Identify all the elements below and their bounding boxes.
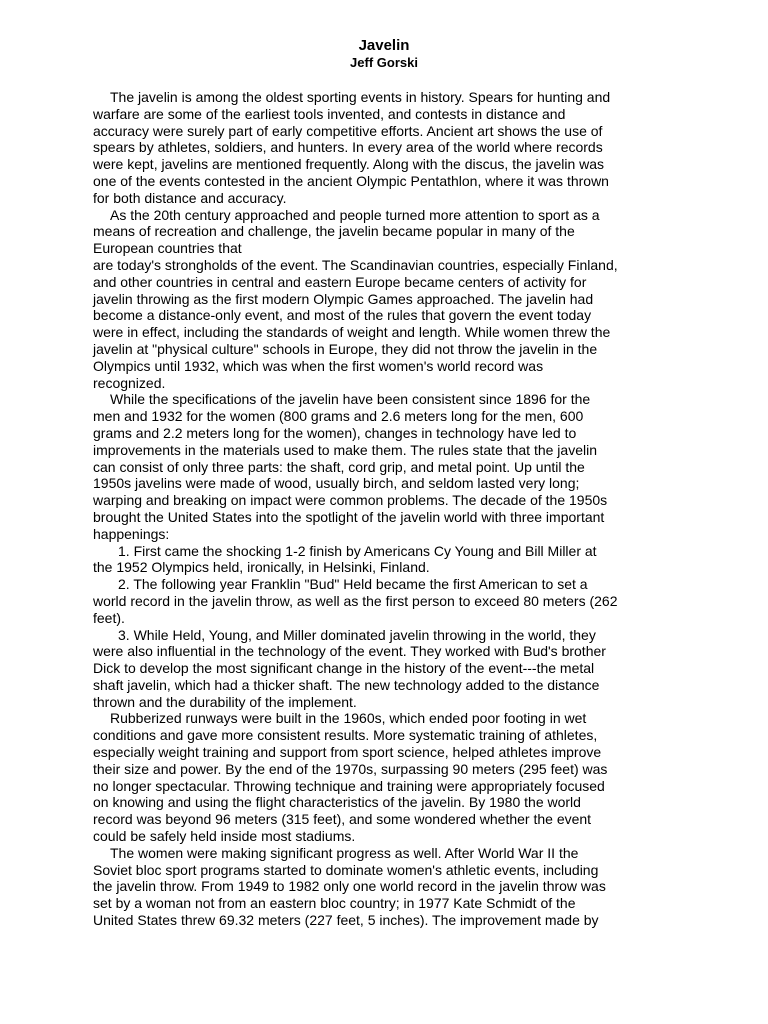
text-line: the 1952 Olympics held, ironically, in Helsinki, Finland.	[93, 559, 430, 576]
text-line: can consist of only three parts: the shaft, cord grip, and metal point. Up until the	[93, 458, 585, 475]
article-body	[93, 89, 693, 929]
text-line: were in effect, including the standards of weight and length. While women threw the	[93, 324, 611, 341]
text-line: 3. While Held, Young, and Miller dominated javelin throwing in the world, they	[118, 626, 596, 643]
text-line: their size and power. By the end of the 1970s, surpassing 90 meters (295 feet) was	[93, 760, 608, 777]
text-line: grams and 2.2 meters long for the women), changes in technology have led to	[93, 424, 577, 441]
text-line: improvements in the materials used to make them. The rules state that the javelin	[93, 441, 597, 458]
text-line: men and 1932 for the women (800 grams and 2.6 meters long for the men, 600	[93, 408, 584, 425]
text-line: record was beyond 96 meters (315 feet), and some wondered whether the event	[93, 811, 592, 828]
text-line: Dick to develop the most significant change in the history of the event---the metal	[93, 660, 595, 677]
text-line: warfare are some of the earliest tools invented, and contests in distance and	[93, 105, 566, 122]
text-line: shaft javelin, which had a thicker shaft. The new technology added to the distance	[93, 676, 600, 693]
text-line: happenings:	[93, 525, 170, 542]
document-author: Jeff Gorski	[350, 55, 418, 70]
text-line: no longer spectacular. Throwing technique and training were appropriately focused	[93, 777, 605, 794]
text-line: The javelin is among the oldest sporting events in history. Spears for hunting and	[110, 89, 611, 105]
text-line: especially weight training and support from sport science, helped athletes improve	[93, 744, 602, 761]
text-line: recognized.	[93, 374, 166, 391]
text-line: one of the events contested in the ancient Olympic Pentathlon, where it was thrown	[93, 172, 609, 189]
text-line: accuracy were surely part of early competitive efforts. Ancient art shows the use of	[93, 122, 603, 139]
text-line: on knowing and using the flight characteristics of the javelin. By 1980 the world	[93, 794, 581, 811]
text-line: Rubberized runways were built in the 1960s, which ended poor footing in wet	[110, 710, 587, 727]
text-line: Soviet bloc sport programs started to dominate women's athletic events, including	[93, 861, 599, 878]
text-line: javelin at "physical culture" schools in Europe, they did not throw the javelin in the	[93, 340, 598, 357]
text-line: European countries that	[93, 240, 242, 257]
text-line: become a distance-only event, and most of the rules that govern the event today	[93, 307, 592, 324]
text-line: brought the United States into the spotlight of the javelin world with three important	[93, 508, 605, 525]
text-line: are today's strongholds of the event. The Scandinavian countries, especially Finland,	[93, 256, 618, 273]
text-line: for both distance and accuracy.	[93, 189, 287, 206]
text-line: world record in the javelin throw, as well as the first person to exceed 80 meters (262	[93, 592, 618, 609]
text-line: means of recreation and challenge, the javelin became popular in many of the	[93, 223, 575, 240]
text-line: warping and breaking on impact were common problems. The decade of the 1950s	[93, 492, 608, 509]
document-title: Javelin	[358, 37, 410, 54]
text-line: conditions and gave more consistent results. More systematic training of athletes,	[93, 727, 598, 744]
text-line: were also influential in the technology of the event. They worked with Bud's brother	[93, 643, 606, 660]
text-line: thrown and the durability of the implement.	[93, 693, 357, 710]
text-line: 1950s javelins were made of wood, usually birch, and seldom lasted very long;	[93, 475, 580, 492]
text-line: feet).	[93, 609, 125, 626]
text-line: As the 20th century approached and people turned more attention to sport as a	[110, 206, 600, 223]
text-line: javelin throwing as the first modern Olympic Games approached. The javelin had	[93, 290, 594, 307]
text-line: spears by athletes, soldiers, and hunters. In every area of the world where records	[93, 139, 603, 156]
text-line: 2. The following year Franklin "Bud" Held became the first American to set a	[118, 576, 588, 593]
text-line: The women were making significant progress as well. After World War II the	[110, 844, 579, 861]
text-line: could be safely held inside most stadiums.	[93, 828, 356, 845]
text-line: were kept, javelins are mentioned frequently. Along with the discus, the javelin was	[93, 156, 605, 173]
text-line: and other countries in central and eastern Europe became centers of activity for	[93, 273, 587, 290]
text-line: 1. First came the shocking 1-2 finish by Americans Cy Young and Bill Miller at	[118, 542, 597, 559]
text-line: Olympics until 1932, which was when the first women's world record was	[93, 357, 544, 374]
text-line: the javelin throw. From 1949 to 1982 only one world record in the javelin throw was	[93, 878, 606, 895]
text-line: While the specifications of the javelin have been consistent since 1896 for the	[110, 391, 591, 408]
text-line: United States threw 69.32 meters (227 feet, 5 inches). The improvement made by	[93, 912, 599, 929]
text-line: set by a woman not from an eastern bloc country; in 1977 Kate Schmidt of the	[93, 895, 576, 912]
